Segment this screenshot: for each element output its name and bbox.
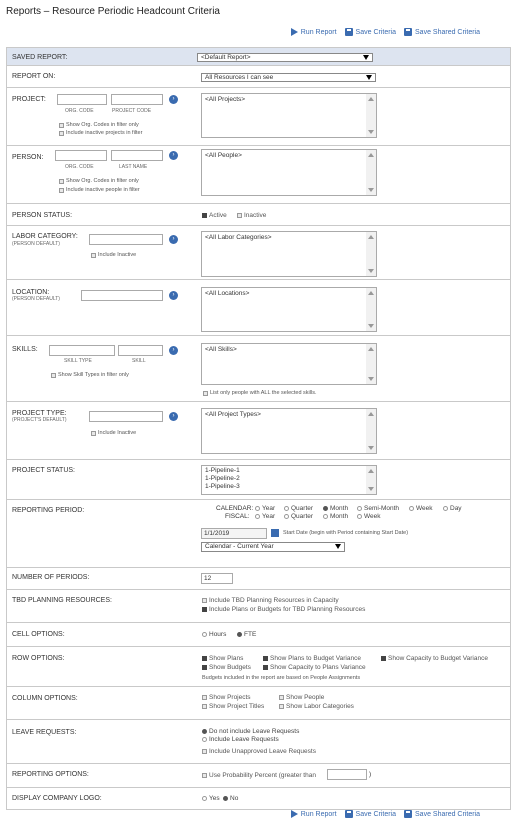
row-location: LOCATION: (PERSON DEFAULT) › <All Locations> [7,280,510,336]
calendar-icon[interactable] [271,529,279,537]
probability-percent-checkbox[interactable]: Use Probability Percent (greater than [202,772,316,779]
row-cell-options: CELL OPTIONS: Hours FTE [7,623,510,647]
number-of-periods-input[interactable]: 12 [201,573,233,584]
calendar-week-radio[interactable]: Week [409,505,433,512]
labor-search-button[interactable]: › [169,235,178,244]
row-column-options: COLUMN OPTIONS: Show Projects Show People Show Project Titles Show Labor Categories [7,687,510,720]
fiscal-month-radio[interactable]: Month [323,513,348,520]
show-person-org-codes-checkbox[interactable]: Show Org. Codes in filter only [59,178,139,184]
active-checkbox[interactable]: Active [202,212,227,219]
project-type-list[interactable]: <All Project Types> [201,408,377,454]
row-report-on: REPORT ON: All Resources I can see [7,66,510,88]
save-criteria-button-bottom[interactable]: Save Criteria [345,810,396,818]
unapproved-leave-checkbox[interactable]: Include Unapproved Leave Requests [202,748,316,755]
plans-budget-variance-checkbox[interactable]: Show Plans to Budget Variance [263,655,361,662]
scrollbar[interactable] [366,466,376,494]
skills-list[interactable]: <All Skills> [201,343,377,385]
fiscal-week-radio[interactable]: Week [357,513,381,520]
project-org-code-input[interactable] [57,94,107,105]
page-title: Reports – Resource Periodic Headcount Criteria [6,6,220,17]
chevron-down-icon [335,544,341,549]
show-plans-checkbox[interactable]: Show Plans [202,655,243,662]
project-code-input[interactable] [111,94,163,105]
save-criteria-button[interactable]: Save Criteria [345,28,396,36]
person-search-button[interactable]: › [169,151,178,160]
row-person-status: PERSON STATUS: Active Inactive [7,204,510,226]
project-list[interactable]: <All Projects> [201,93,377,138]
location-search-button[interactable]: › [169,291,178,300]
no-leave-radio[interactable]: Do not include Leave Requests [202,728,299,735]
row-project: PROJECT: ORG. CODE PROJECT CODE › <All Projects> Show Org. Codes in filter only Include inactive projects in filter [7,88,510,146]
show-projects-checkbox[interactable]: Show Projects [202,694,251,701]
show-budgets-checkbox[interactable]: Show Budgets [202,664,251,671]
include-inactive-people-checkbox[interactable]: Include inactive people in filter [59,187,140,193]
row-reporting-period: REPORTING PERIOD: CALENDAR: FISCAL: Year Quarter Month Semi-Month Week Day Year Quarter Month Week 1/1/2019 Start Date (begin with Period containing Start Date) Calendar - Current Year [7,500,510,568]
row-project-status: PROJECT STATUS: 1-Pipeline-1 1-Pipeline-2 1-Pipeline-3 [7,460,510,500]
person-org-code-input[interactable] [55,150,107,161]
person-list[interactable]: <All People> [201,149,377,196]
row-saved-report: SAVED REPORT: <Default Report> [7,48,510,66]
labor-category-input[interactable] [89,234,163,245]
tbd-plans-budgets-checkbox[interactable]: Include Plans or Budgets for TBD Planning Resources [202,606,365,613]
saved-report-select[interactable]: <Default Report> [197,53,373,62]
capacity-budget-variance-checkbox[interactable]: Show Capacity to Budget Variance [381,655,488,662]
calendar-month-radio[interactable]: Month [323,505,348,512]
probability-percent-input[interactable] [327,769,367,780]
include-inactive-projects-checkbox[interactable]: Include inactive projects in filter [59,130,142,136]
run-report-button-bottom[interactable]: Run Report [291,810,337,818]
show-labor-categories-checkbox[interactable]: Show Labor Categories [279,703,354,710]
run-report-button[interactable]: Run Report [291,28,337,36]
run-icon [291,28,298,36]
inactive-checkbox[interactable]: Inactive [237,212,266,219]
skill-type-input[interactable] [49,345,115,356]
labor-category-list[interactable]: <All Labor Categories> [201,231,377,277]
scrollbar[interactable] [366,94,376,137]
run-icon [291,810,298,818]
logo-no-radio[interactable]: No [223,795,238,802]
start-date-input[interactable]: 1/1/2019 [201,528,267,539]
logo-yes-radio[interactable]: Yes [202,795,220,802]
row-row-options: ROW OPTIONS: Show Plans Show Plans to Budget Variance Show Capacity to Budget Variance Show Budgets Show Capacity to Plans Variance Budgets included in the report are based on People Assignments [7,647,510,687]
project-type-search-button[interactable]: › [169,412,178,421]
calendar-day-radio[interactable]: Day [443,505,462,512]
list-item[interactable]: 1-Pipeline-1 [205,467,240,474]
capacity-plans-variance-checkbox[interactable]: Show Capacity to Plans Variance [263,664,366,671]
save-shared-icon [404,28,412,36]
scrollbar[interactable] [366,232,376,276]
labor-include-inactive-checkbox[interactable]: Include Inactive [91,252,136,258]
scrollbar[interactable] [366,409,376,453]
row-number-of-periods: NUMBER OF PERIODS: 12 [7,568,510,590]
criteria-form [6,47,511,810]
bottom-toolbar [291,810,480,818]
fte-radio[interactable]: FTE [237,631,256,638]
project-type-input[interactable] [89,411,163,422]
location-list[interactable]: <All Locations> [201,287,377,332]
report-on-select[interactable]: All Resources I can see [201,73,376,82]
scrollbar[interactable] [366,288,376,331]
row-skills: SKILLS: SKILL TYPE SKILL › <All Skills> Show Skill Types in filter only List only people with ALL the selected skills. [7,336,510,402]
scrollbar[interactable] [366,150,376,195]
scrollbar[interactable] [366,344,376,384]
list-item[interactable]: 1-Pipeline-3 [205,483,240,490]
list-item[interactable]: 1-Pipeline-2 [205,475,240,482]
save-shared-criteria-button-bottom[interactable]: Save Shared Criteria [404,810,480,818]
period-select[interactable]: Calendar - Current Year [201,542,345,552]
calendar-semi-month-radio[interactable]: Semi-Month [357,505,399,512]
top-toolbar [291,28,480,36]
person-last-name-input[interactable] [111,150,163,161]
row-tbd-planning: TBD PLANNING RESOURCES: Include TBD Planning Resources in Capacity Include Plans or Budgets for TBD Planning Resources [7,590,510,623]
save-shared-criteria-button[interactable]: Save Shared Criteria [404,28,480,36]
row-reporting-options: REPORTING OPTIONS: Use Probability Percent (greater than ) [7,764,510,788]
fiscal-quarter-radio[interactable]: Quarter [284,513,313,520]
row-labor-category: LABOR CATEGORY: (PERSON DEFAULT) › <All Labor Categories> Include Inactive [7,226,510,280]
show-project-titles-checkbox[interactable]: Show Project Titles [202,703,264,710]
all-selected-skills-checkbox[interactable]: List only people with ALL the selected skills. [203,390,317,396]
save-icon [345,810,353,818]
row-display-logo: DISPLAY COMPANY LOGO: Yes No [12,795,239,802]
show-org-codes-checkbox[interactable]: Show Org. Codes in filter only [59,122,139,128]
chevron-down-icon [366,75,372,80]
chevron-down-icon [363,55,369,60]
hours-radio[interactable]: Hours [202,631,226,638]
row-project-type: PROJECT TYPE: (PROJECT'S DEFAULT) › <All Project Types> Include Inactive [7,402,510,460]
include-leave-radio[interactable]: Include Leave Requests [202,736,279,743]
project-status-list[interactable] [201,465,377,495]
location-input[interactable] [81,290,163,301]
skill-input[interactable] [118,345,163,356]
row-leave-requests: LEAVE REQUESTS: Do not include Leave Requests Include Leave Requests Include Unapproved Leave Requests [7,720,510,764]
row-person: PERSON: ORG. CODE LAST NAME › <All People> Show Org. Codes in filter only Include inactive people in filter [7,146,510,204]
tbd-capacity-checkbox[interactable]: Include TBD Planning Resources in Capacity [202,597,339,604]
calendar-quarter-radio[interactable]: Quarter [284,505,313,512]
save-shared-icon [404,810,412,818]
show-skill-types-checkbox[interactable]: Show Skill Types in filter only [51,372,129,378]
skills-search-button[interactable]: › [169,346,178,355]
project-type-include-inactive-checkbox[interactable]: Include Inactive [91,430,136,436]
calendar-year-radio[interactable]: Year [255,505,275,512]
save-icon [345,28,353,36]
project-search-button[interactable]: › [169,95,178,104]
show-people-checkbox[interactable]: Show People [279,694,324,701]
fiscal-year-radio[interactable]: Year [255,513,275,520]
